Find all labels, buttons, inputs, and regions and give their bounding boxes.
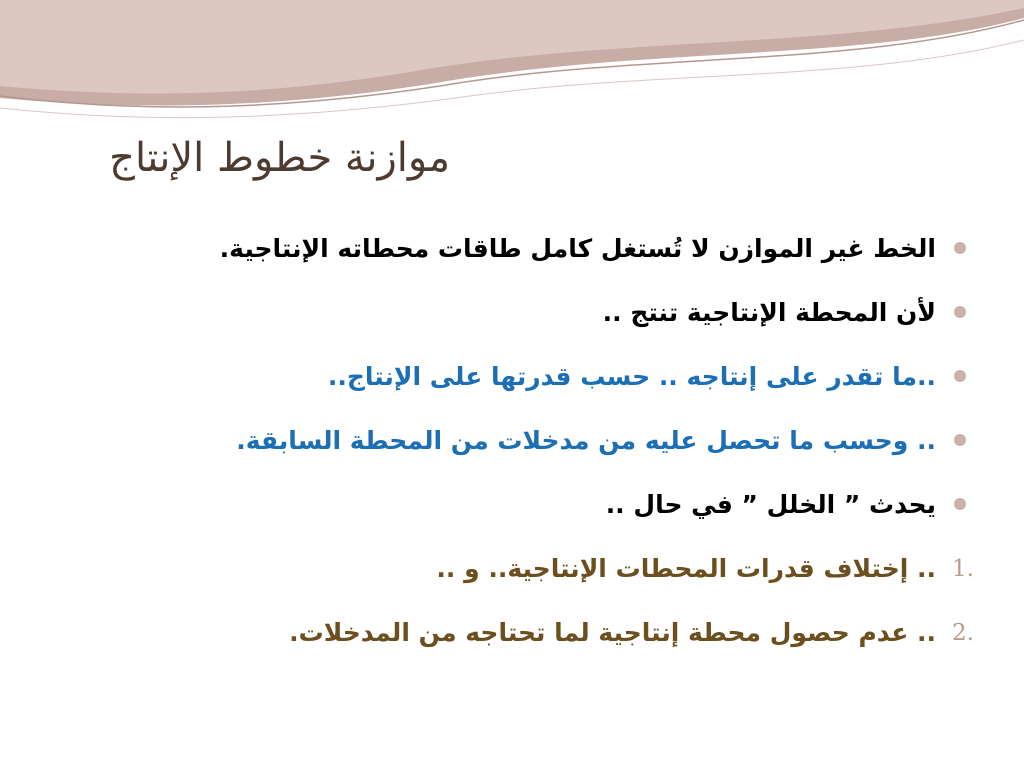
header-swoosh-decoration (0, 0, 1024, 130)
bullet-icon (954, 498, 966, 510)
numbered-item (66, 604, 974, 668)
bullet-item (66, 476, 936, 540)
bullet-text: ..ما تقدر على إنتاجه .. حسب قدرتها على الإنتاج.. (327, 362, 936, 391)
bullet-item (66, 284, 936, 348)
bullet-item (66, 348, 936, 412)
bullet-icon (954, 434, 966, 446)
bullet-item (66, 412, 936, 476)
slide-body (66, 220, 974, 668)
slide-title: موازنة خطوط الإنتاج (109, 135, 450, 181)
bullet-icon (954, 370, 966, 382)
bullet-icon (954, 306, 966, 318)
bullet-item (66, 220, 936, 284)
bullet-text: يحدث ” الخلل ” في حال .. (605, 490, 936, 519)
bullet-text: .. وحسب ما تحصل عليه من مدخلات من المحطة السابقة. (236, 426, 936, 455)
numbered-text: .. إختلاف قدرات المحطات الإنتاجية.. و .. (436, 554, 936, 583)
item-number: 2. (952, 620, 974, 646)
bullet-text: الخط غير الموازن لا تُستغل كامل طاقات محطاته الإنتاجية. (219, 234, 936, 263)
bullet-text: لأن المحطة الإنتاجية تنتج .. (602, 298, 936, 327)
numbered-item (66, 540, 974, 604)
bullet-icon (954, 242, 966, 254)
item-number: 1. (952, 556, 974, 582)
numbered-text: .. عدم حصول محطة إنتاجية لما تحتاجه من المدخلات. (289, 618, 936, 647)
